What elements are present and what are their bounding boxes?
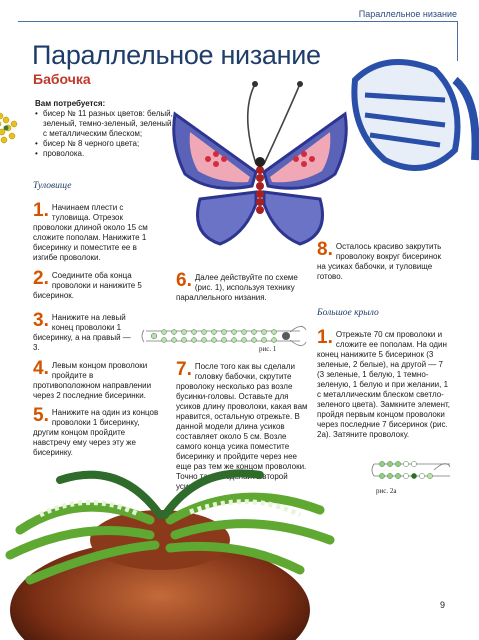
step-8 <box>317 239 449 282</box>
section-heading-large-wing: Большое крыло <box>317 308 379 318</box>
step-3 <box>33 310 138 353</box>
step-text: Начинаем плести с туловища. Отрезок проволоки длиной около 15 см сложите пополам. Нанижите 1 бисеринку и поместите ее в изгибе проволоки. <box>33 203 148 262</box>
section-heading-body: Туловище <box>33 181 72 191</box>
running-head: Параллельное низание <box>358 9 457 19</box>
step-number: 5. <box>33 405 49 426</box>
step-1 <box>33 200 163 263</box>
step-number: 3. <box>33 310 49 331</box>
step-text: После того как вы сделали головку бабочки, скрутите проволоку несколько раз возле бусинки-головы. Оставьте для усиков длину проволоки, какая вам нравится, остальную отрежьте. В данной модели длина усиков составляет около 5 см. Возле самого конца усика поместите бисеринку и пройдите через нее еще раз тем же концом проволоки. Точно так же сделайте второй усик. <box>176 362 308 491</box>
step-4 <box>33 358 161 401</box>
page-number: 9 <box>440 600 446 610</box>
step-text: Соедините оба конца проволоки и нанижите 5 бисеринок. <box>33 271 142 300</box>
step-text: Далее действуйте по схеме (рис. 1), используя технику параллельного низания. <box>176 273 298 302</box>
beaded-butterfly-photo <box>160 74 360 264</box>
requirements-item: • бисер № 11 разных цветов: белый, зеленый, темно-зеленый, зеленый с металлическим блеском; <box>35 109 175 139</box>
blue-butterfly-photo <box>345 40 479 200</box>
page-title: Параллельное низание <box>32 40 321 70</box>
green-butterfly-photo <box>0 420 360 640</box>
requirements-item: • бисер № 8 черного цвета; <box>35 139 175 149</box>
bead-scheme-figure-1 <box>140 316 310 356</box>
step-text: Нанижите на левый конец проволоки 1 бисеринку, а на правый — 3. <box>33 313 131 352</box>
step-number: 7. <box>176 359 192 380</box>
step-number: 6. <box>176 270 192 291</box>
step-number: 2. <box>33 268 49 289</box>
step-2 <box>33 268 165 301</box>
header-rule <box>18 21 458 22</box>
figure-2a-caption: рис. 2а <box>376 487 397 495</box>
figure-1-caption: рис. 1 <box>259 345 277 353</box>
step-number: 1. <box>317 327 333 348</box>
step-text: Осталось красиво закрутить проволоку вокруг бисеринок на усиках бабочки, и туловище готово. <box>317 242 442 281</box>
step-6 <box>176 270 308 303</box>
step-text: Левым концом проволоки пройдите в противоположном направлении через 2 последние бисеринки. <box>33 361 152 400</box>
yellow-bead-flower-photo <box>0 98 28 158</box>
page-subtitle: Бабочка <box>33 71 91 87</box>
step-number: 4. <box>33 358 49 379</box>
requirements-item: • проволока. <box>35 149 175 159</box>
step-text: Отрежьте 70 см проволоки и сложите ее пополам. На один конец нанижите 5 бисеринок (3 зеленые, 2 белые), на другой — 7 (3 зеленые, 1 белую, 1 темно-зеленую, 1 белую и при желании, 1 с металлическим блеском светло-зеленого цвета). Замкните элемент, пройдя первым концом проволоки через последние 7 бисеринок (рис. 2а). Затяните проволоку. <box>317 330 451 439</box>
requirements-list <box>35 109 175 159</box>
requirements-heading: Вам потребуется: <box>35 99 106 108</box>
step-text: Нанижите на один из концов проволоки 1 бисеринку, другим концом пройдите навстречу ему через эту же бисеринку. <box>33 408 159 457</box>
step-number: 8. <box>317 239 333 260</box>
bead-scheme-figure-2a <box>370 455 455 485</box>
step-number: 1. <box>33 200 49 221</box>
